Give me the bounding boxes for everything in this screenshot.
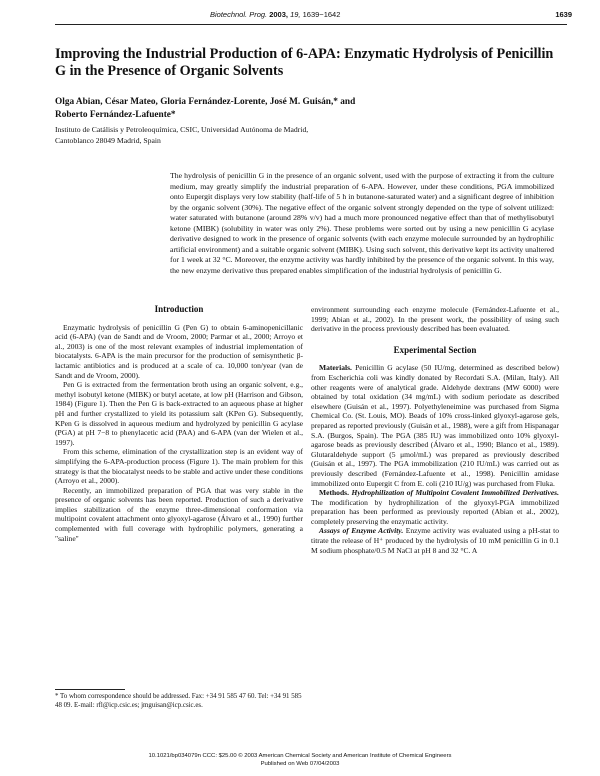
assays-label: Assays of Enzyme Activity. xyxy=(319,526,404,536)
affiliation-line: Instituto de Catálisis y Petroleoquímica, CSIC, Universidad Autónoma de Madrid, xyxy=(55,125,309,134)
journal-citation: Biotechnol. Prog. 2003, 19, 1639−1642 xyxy=(210,10,341,19)
author-list xyxy=(55,96,555,122)
intro-paragraph: Enzymatic hydrolysis of penicillin G (Pen G) to obtain 6-aminopenicillanic acid (6-APA) (van de Sandt and de Vroom, 2000; Parmar et al., 2000; Arroyo et al., 2003) is one of the most relevant examples of industrial implementation of biocatalysts. 6-APA is the main precursor for the production of semisynthetic β-lactamic antibiotics and is produced at a scale of ca. 10,000 ton/year (van de Sandt and de Vroom, 2000). xyxy=(55,322,303,380)
article-title: Improving the Industrial Production of 6-APA: Enzymatic Hydrolysis of Penicillin G in the Presence of Organic Solvents xyxy=(55,46,554,79)
right-column xyxy=(311,305,559,555)
running-head xyxy=(0,10,600,24)
affiliation-line: Cantoblanco 28049 Madrid, Spain xyxy=(55,136,161,145)
author-line: Roberto Fernández-Lafuente* xyxy=(55,110,176,120)
assays-paragraph xyxy=(311,526,559,555)
intro-paragraph: Recently, an immobilized preparation of PGA that was very stable in the presence of organic solvents has been reported. Production of such a derivative implies stabilization of the enzyme three-dimensional conformation via multipoint covalent attachment onto glyoxyl-agarose (Álvaro et al., 1990) further complemented with full coverage with hydrophilic polymers, generating a "saline" xyxy=(55,485,303,543)
materials-label: Materials. xyxy=(319,363,352,373)
experimental-heading: Experimental Section xyxy=(393,344,477,355)
intro-paragraph: Pen G is extracted from the fermentation broth using an organic solvent, e.g., methyl isobutyl ketone (MIBK) or butyl acetate, at low pH (Harrison and Gibson, 1984) (Figure 1). Then the Pen G is back-extracted to an aqueous phase at higher pH and further crystallized to yield its potassium salt (KPen G). Subsequently, KPen G is dissolved in aqueous medium and hydrolyzed by penicillin G acylase (PGA) at pH 7−8 to phenylacetic acid (PAA) and 6-APA (van der Wielen et al., 1997). xyxy=(55,380,303,447)
assays-text: Enzyme activity was evaluated using a pH-stat to titrate the release of H⁺ produced by the hydrolysis of 10 mM penicillin G in 0.1 M sodium phosphate/0.5 M NaCl at pH 8 and 32 °C. A xyxy=(311,526,559,555)
page-footer xyxy=(0,753,600,768)
footnote-rule xyxy=(55,689,125,690)
materials-paragraph xyxy=(311,363,559,488)
left-column xyxy=(55,305,303,543)
affiliation xyxy=(55,124,555,146)
introduction-heading: Introduction xyxy=(154,304,204,314)
materials-text: Penicillin G acylase (50 IU/mg, determined as described below) from Escherichia coli was kindly donated by Recordati S.A. (Milan, Italy). All other reagents were of analytical grade. Aldehyde dextrans (MW 6000) were obtained by total oxidation (34 mg/mL) with sodium periodate as described elsewhere (Guisán et al., 1997). Polyethyleneimine was purchased from Sigma Chemical Co. (St. Louis, MO). Beads of 10% cross-linked glyoxyl-agarose gels, prepared as reported previously (Guisán et al., 1988), were a gift from Hispanagar S.A. (Burgos, Spain). The PGA (385 IU) was immobilized onto 10% glyoxyl-agarose beads as previously described (Álvaro et al., 1990; Blanco et al., 1989). Glutaraldehyde support (5 μmol/mL) was prepared as previously described (Guisán et al., 1997). The PGA immobilization (210 IU/mL) was carried out as previously described (Fernández-Lafuente et al., 1998). Penicillin amidase immobilized onto Eupergit C from E. coli (210 IU/g) was purchased from Fluka. xyxy=(311,363,560,488)
page-number: 1639 xyxy=(555,10,572,19)
doi-copyright-line: 10.1021/bp034079n CCC: $25.00 © 2003 American Chemical Society and American Institute of Chemical Engineers xyxy=(148,753,452,759)
correspondence-footnote: * To whom correspondence should be addressed. Fax: +34 91 585 47 60. Tel: +34 91 585 48 09. E-mail: rfl@icp.csic.es; jmguisan@icp.csic.es. xyxy=(55,693,302,709)
header-rule xyxy=(55,24,567,25)
methods-text: The modification by hydrophilization of the glyoxyl-PGA immobilized preparation has been performed as previously reported (Abian et al., 2002), completely preserving the enzymatic activity. xyxy=(311,497,559,526)
methods-subtitle: Hydrophilization of Multipoint Covalent Immobilized Derivatives. xyxy=(351,488,559,498)
abstract: The hydrolysis of penicillin G in the presence of an organic solvent, used with the purpose of extracting it from the culture medium, may greatly simplify the industrial preparation of 6-APA. However, under these conditions, PGA immobilized onto Eupergit displays very low stability (half-life of 5 h in butanone-saturated water) and a significant degree of inhibition by the organic solvent (30%). The negative effect of the organic solvent strongly depended on the type of solvent utilized: water saturated with butanone (around 28% v/v) had a much more pronounced negative effect than that of methylisobutyl ketone (MIBK) (solubility in water was only 2%). These problems were sorted out by using a new penicillin G acylase derivative designed to work in the presence of organic solvents (with each enzyme molecule surrounded by an hydrophilic artificial environment) and a suitable organic solvent (MIBK). Using such solvent, this derivative kept its activity unaltered for 1 week at 32 °C. Moreover, the enzyme activity was hardly inhibited by the presence of the organic solvent. In this way, the new enzyme derivative thus prepared enables simplification of the industrial hydrolysis of penicillin G. xyxy=(170,171,554,275)
publication-date-line: Published on Web 07/04/2003 xyxy=(260,760,340,767)
methods-label: Methods. xyxy=(319,488,349,498)
author-line: Olga Abian, César Mateo, Gloria Fernández-Lorente, José M. Guisán,* and xyxy=(55,97,356,107)
methods-paragraph xyxy=(311,488,559,526)
intro-continuation: environment surrounding each enzyme molecule (Fernández-Lafuente et al., 1999; Abian et al., 2002). In the present work, the possibility of using such derivative in the process previously described has been evaluated. xyxy=(311,305,559,334)
intro-paragraph: From this scheme, elimination of the crystallization step is an evident way of simplifying the 6-APA-production process (Figure 1). The main problem for this strategy is that the biocatalyst needs to be stable and active under these conditions (Arroyo et al., 2000). xyxy=(55,447,303,486)
